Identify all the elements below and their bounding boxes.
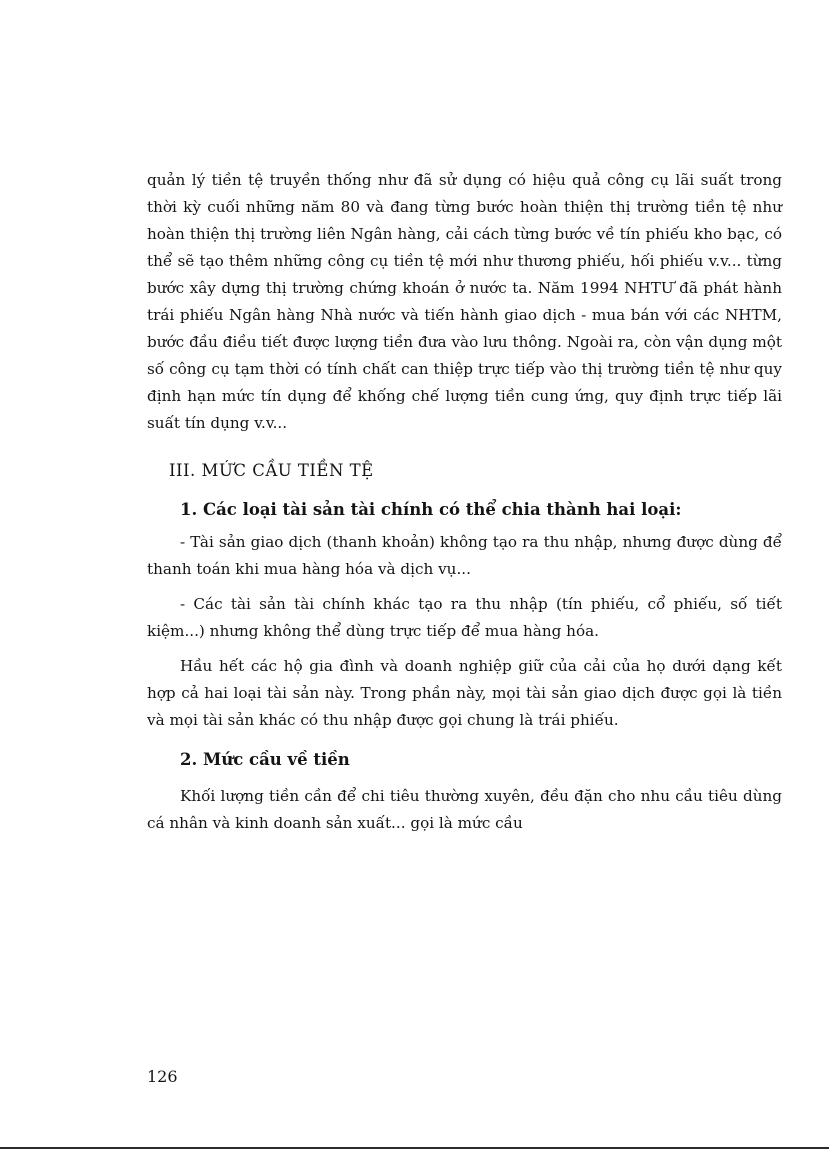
body-paragraph-2: Hầu hết các hộ gia đình và doanh nghiệp giữ của cải của họ dưới dạng kết hợp cả hai loại tài sản này. Trong phần này, mọi tài sản giao dịch được gọi là tiền và mọi tài sản khác có thu nhập được gọi chung là trái phiếu. (147, 657, 782, 729)
bottom-divider (0, 1147, 829, 1149)
section-heading: III. MỨC CẦU TIỀN TỆ (169, 461, 374, 480)
body-paragraph-1: quản lý tiền tệ truyền thống như đã sử dụng có hiệu quả công cụ lãi suất trong thời kỳ cuối những năm 80 và đang từng bước hoàn thiện thị trường tiền tệ như hoàn thiện thị trường liên Ngân hàng, cải cách từng bước về tín phiếu kho bạc, có thể sẽ tạo thêm những công cụ tiền tệ mới như thương phiếu, hối phiếu v.v... từng bước xây dựng thị trường chứng khoán ở nước ta. Năm 1994 NHTƯ đã phát hành trái phiếu Ngân hàng Nhà nước và tiến hành giao dịch - mua bán với các NHTM, bước đầu điều tiết được lượng tiền đưa vào lưu thông. Ngoài ra, còn vận dụng một số công cụ tạm thời có tính chất can thiệp trực tiếp vào thị trường tiền tệ như quy định hạn mức tín dụng để khống chế lượng tiền cung ứng, quy định trực tiếp lãi suất tín dụng v.v... (147, 171, 782, 432)
text-block (147, 167, 782, 837)
subheading-asset-types: 1. Các loại tài sản tài chính có thể chia thành hai loại: (180, 500, 682, 519)
page-number: 126 (147, 1067, 178, 1086)
body-paragraph-3: Khối lượng tiền cần để chi tiêu thường xuyên, đều đặn cho nhu cầu tiêu dùng cá nhân và kinh doanh sản xuất... gọi là mức cầu (147, 787, 782, 832)
bullet-other-financial-assets: - Các tài sản tài chính khác tạo ra thu nhập (tín phiếu, cổ phiếu, số tiết kiệm...) nhưng không thể dùng trực tiếp để mua hàng hóa. (147, 595, 782, 640)
bullet-transaction-assets: - Tài sản giao dịch (thanh khoản) không tạo ra thu nhập, nhưng được dùng để thanh toán khi mua hàng hóa và dịch vụ... (147, 533, 782, 578)
subheading-money-demand: 2. Mức cầu về tiền (180, 750, 350, 769)
